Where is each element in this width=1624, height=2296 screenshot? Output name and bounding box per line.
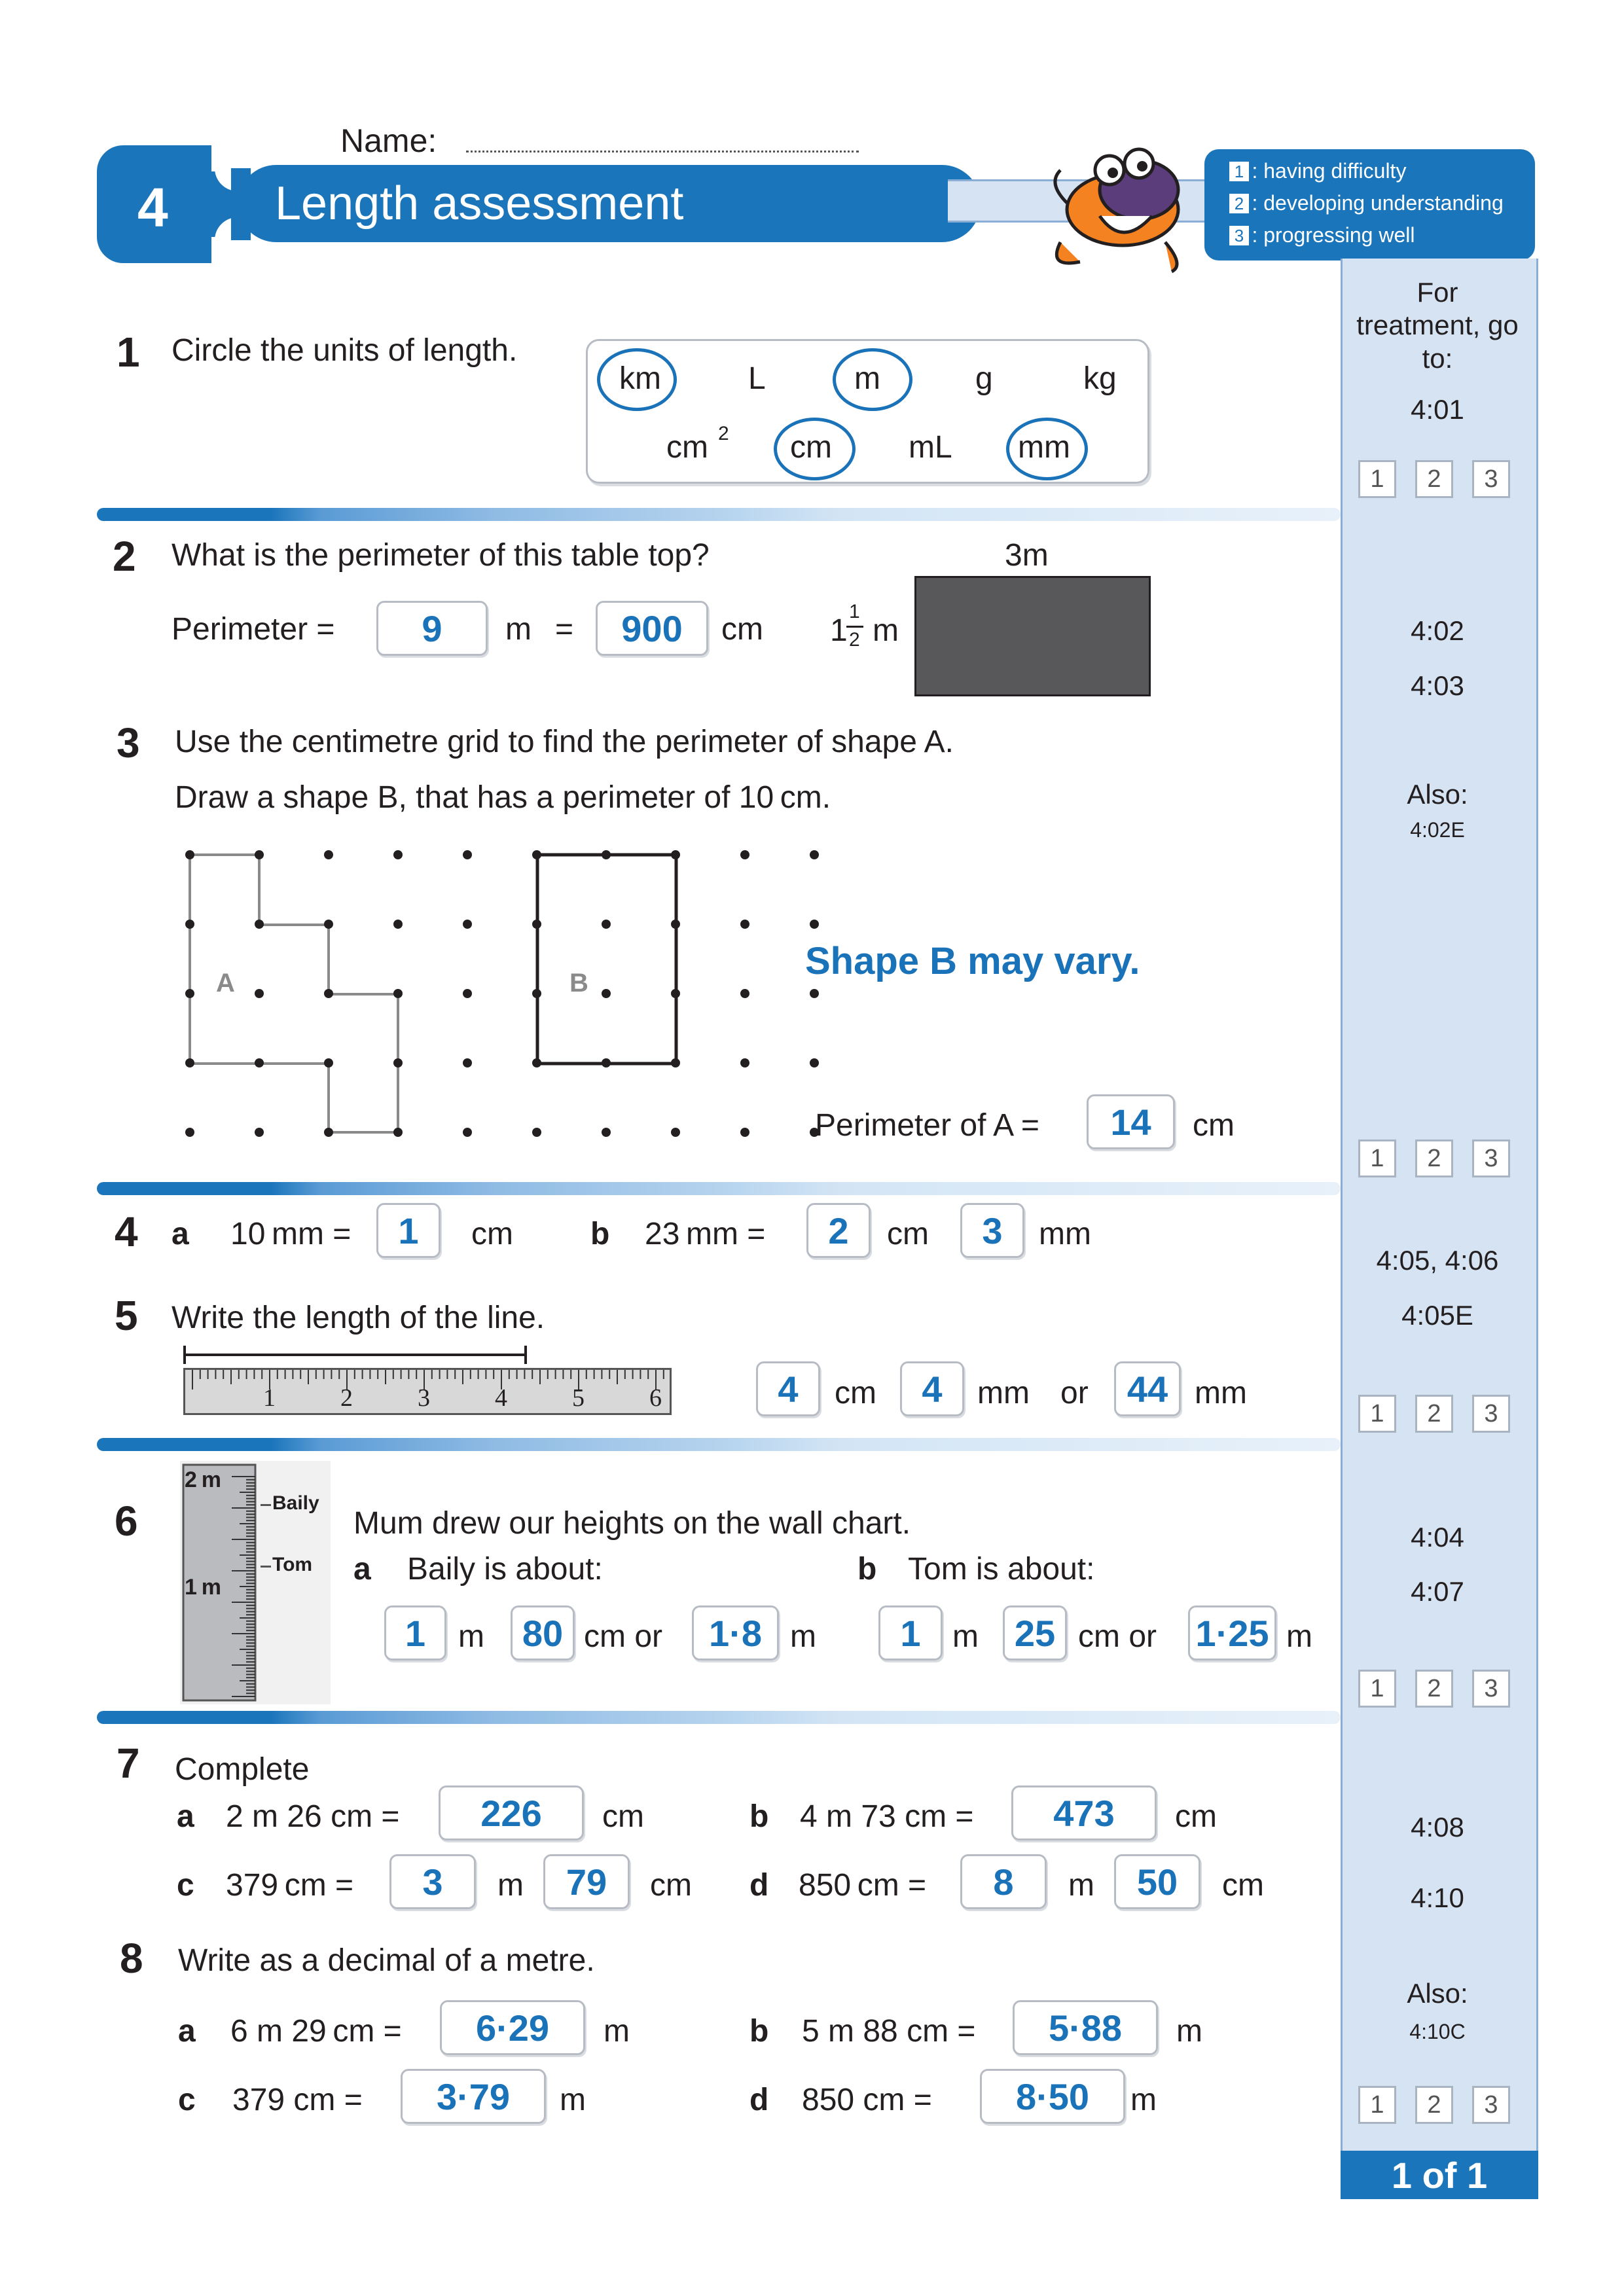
- answer-box[interactable]: 900: [596, 601, 708, 656]
- part-label: b: [590, 1217, 610, 1251]
- page-title: Length assessment: [275, 177, 684, 230]
- rating-2-box[interactable]: 2: [1415, 2086, 1453, 2124]
- unit-option[interactable]: km: [619, 361, 661, 396]
- unit-label: cm: [1222, 1868, 1264, 1903]
- question-text: 850 cm =: [802, 2083, 932, 2117]
- question-text: 379 cm =: [232, 2083, 363, 2117]
- question-number: 8: [120, 1935, 143, 1982]
- legend-row-1: 1 : having difficulty: [1229, 159, 1406, 183]
- unit-option[interactable]: cm: [666, 430, 708, 465]
- question-number: 7: [117, 1740, 140, 1787]
- grid-dot: [255, 850, 264, 859]
- answer-box[interactable]: 4: [900, 1361, 964, 1416]
- unit-option[interactable]: mL: [909, 430, 952, 465]
- question-number: 3: [117, 719, 140, 766]
- part-label: b: [857, 1552, 877, 1587]
- answer-box[interactable]: 473: [1011, 1785, 1157, 1840]
- unit-label: cm: [650, 1868, 692, 1903]
- grid-dot: [185, 1128, 194, 1137]
- grid-dot: [324, 1128, 333, 1137]
- unit-label: m: [790, 1619, 816, 1654]
- part-label: a: [171, 1217, 189, 1251]
- rating-2-box[interactable]: 2: [1415, 460, 1453, 498]
- rating-2-box[interactable]: 2: [1415, 1139, 1453, 1177]
- grid-dot: [671, 920, 680, 929]
- grid-dot: [602, 1058, 611, 1067]
- part-label: a: [178, 2014, 196, 2049]
- answer-circle: [833, 348, 912, 411]
- question-number: 6: [115, 1498, 138, 1545]
- grid-dot: [740, 920, 749, 929]
- unit-label: m: [952, 1619, 979, 1654]
- answer-box[interactable]: 8·50: [980, 2069, 1125, 2124]
- unit-label: cm: [471, 1217, 513, 1251]
- answer-box[interactable]: 6·29: [440, 2000, 585, 2055]
- grid-dot: [463, 850, 472, 859]
- ruler-label: 2: [340, 1384, 353, 1412]
- answer-box[interactable]: 3: [389, 1854, 476, 1909]
- rating-3-box[interactable]: 3: [1472, 1395, 1510, 1433]
- unit-number: 4: [137, 177, 168, 238]
- grid-dot: [255, 1058, 264, 1067]
- answer-box[interactable]: 1·25: [1188, 1605, 1276, 1660]
- question-text: Tom is about:: [908, 1552, 1095, 1587]
- legend-row-3: 3 : progressing well: [1229, 223, 1415, 247]
- measured-line: [183, 1354, 527, 1356]
- question-text: Baily is about:: [407, 1552, 603, 1587]
- question-text: 10 mm =: [230, 1217, 352, 1251]
- shape-b-outline: [537, 855, 676, 1064]
- rating-2-box[interactable]: 2: [1415, 1670, 1453, 1708]
- unit-label: cm or: [1078, 1619, 1157, 1654]
- answer-box[interactable]: 14: [1087, 1094, 1175, 1149]
- height-whole: 1: [830, 613, 848, 648]
- ruler-label: 6: [649, 1384, 662, 1412]
- tom-tag: Tom: [272, 1554, 313, 1575]
- question-text: Complete: [175, 1752, 310, 1787]
- part-label: b: [749, 1799, 769, 1834]
- perimeter-label: Perimeter =: [171, 612, 335, 647]
- sidebar-ref: 4:01: [1411, 394, 1464, 425]
- grid-dot: [671, 989, 680, 998]
- answer-box[interactable]: 9: [376, 601, 488, 656]
- width-label: 3m: [1005, 538, 1049, 573]
- answer-box[interactable]: 1: [376, 1203, 441, 1258]
- grid-dot: [602, 920, 611, 929]
- part-label: a: [177, 1799, 194, 1834]
- rating-3-box[interactable]: 3: [1472, 2086, 1510, 2124]
- grid-dot: [810, 920, 819, 929]
- grid-dot: [324, 989, 333, 998]
- unit-label: m: [560, 2083, 586, 2117]
- grid-dot: [602, 989, 611, 998]
- section-divider: [97, 1438, 1341, 1451]
- grid-dot: [532, 850, 541, 859]
- unit-option[interactable]: L: [748, 361, 766, 396]
- answer-circle: [597, 348, 677, 411]
- answer-box[interactable]: 2: [806, 1203, 871, 1258]
- answer-circle: [774, 418, 856, 480]
- answer-box[interactable]: 5·88: [1013, 2000, 1158, 2055]
- grid-dot: [255, 1128, 264, 1137]
- section-divider: [97, 1711, 1341, 1724]
- sidebar-ref: Also:: [1407, 779, 1468, 810]
- answer-box[interactable]: 1·8: [692, 1605, 779, 1660]
- rating-2-box[interactable]: 2: [1415, 1395, 1453, 1433]
- ruler-label: 4: [495, 1384, 507, 1412]
- answer-box[interactable]: 1: [384, 1605, 446, 1660]
- grid-dot: [393, 1058, 403, 1067]
- answer-box[interactable]: 80: [511, 1605, 575, 1660]
- question-text: Write as a decimal of a metre.: [178, 1943, 595, 1978]
- unit-label: mm: [1195, 1376, 1247, 1410]
- rating-3-box[interactable]: 3: [1472, 1670, 1510, 1708]
- question-text: 23 mm =: [645, 1217, 766, 1251]
- rating-1-box[interactable]: 1: [1358, 2086, 1396, 2124]
- dot-grid[interactable]: [164, 831, 766, 1145]
- grid-dot: [602, 850, 611, 859]
- answer-box[interactable]: 3: [960, 1203, 1024, 1258]
- unit-label: mm: [977, 1376, 1030, 1410]
- grid-dot: [393, 989, 403, 998]
- sidebar-ref: 4:04: [1411, 1522, 1464, 1552]
- unit-label: cm: [887, 1217, 929, 1251]
- height-numerator: 1: [849, 601, 860, 622]
- grid-dot: [532, 1128, 541, 1137]
- grid-dot: [602, 1128, 611, 1137]
- section-divider: [97, 508, 1341, 521]
- part-label: c: [178, 2083, 196, 2117]
- part-label: d: [749, 1868, 769, 1903]
- unit-label: cm: [1193, 1108, 1235, 1143]
- question-number: 4: [115, 1208, 138, 1255]
- part-label: b: [749, 2014, 769, 2049]
- grid-dot: [324, 850, 333, 859]
- unit-exponent: 2: [718, 423, 729, 444]
- rating-1-box[interactable]: 1: [1358, 1395, 1396, 1433]
- or-label: or: [1060, 1376, 1089, 1410]
- shape-a-label: A: [216, 969, 235, 997]
- unit-label: cm or: [584, 1619, 662, 1654]
- question-text: 2 m 26 cm =: [226, 1799, 400, 1834]
- unit-label: m: [1130, 2083, 1157, 2117]
- grid-dot: [740, 989, 749, 998]
- question-number: 2: [113, 533, 136, 580]
- unit-option[interactable]: mm: [1018, 430, 1070, 465]
- legend-row-2: 2 : developing understanding: [1229, 191, 1504, 215]
- grid-dot: [671, 850, 680, 859]
- grid-dot: [393, 850, 403, 859]
- sidebar-ref: 4:03: [1411, 670, 1464, 701]
- grid-dot: [532, 989, 541, 998]
- sidebar-ref: Also:: [1407, 1978, 1468, 2009]
- grid-dot: [532, 920, 541, 929]
- grid-dot: [810, 1058, 819, 1067]
- sidebar-ref: 4:05E: [1401, 1300, 1473, 1331]
- rating-1-box[interactable]: 1: [1358, 460, 1396, 498]
- shape-b-label: B: [569, 969, 588, 997]
- answer-circle: [1006, 418, 1088, 480]
- unit-label: cm: [602, 1799, 644, 1834]
- grid-dot: [671, 1058, 680, 1067]
- grid-dot: [185, 850, 194, 859]
- grid-dot: [393, 920, 403, 929]
- grid-dot: [463, 1128, 472, 1137]
- unit-label: m: [873, 613, 899, 648]
- sidebar-ref: 4:05, 4:06: [1376, 1245, 1499, 1276]
- rating-3-box[interactable]: 3: [1472, 460, 1510, 498]
- unit-label: m: [497, 1868, 524, 1903]
- unit-label: m: [1176, 2014, 1202, 2049]
- question-number: 5: [115, 1292, 138, 1339]
- rating-1-box[interactable]: 1: [1358, 1139, 1396, 1177]
- sidebar-ref: 4:08: [1411, 1812, 1464, 1842]
- question-text: Write the length of the line.: [171, 1300, 545, 1335]
- rating-1-box[interactable]: 1: [1358, 1670, 1396, 1708]
- grid-dot: [810, 989, 819, 998]
- tom-marker: [261, 1566, 271, 1568]
- answer-box[interactable]: 44: [1114, 1361, 1181, 1416]
- page-indicator: 1 of 1: [1341, 2151, 1538, 2199]
- sidebar-ref: 4:02E: [1410, 818, 1465, 842]
- answer-box[interactable]: 79: [543, 1854, 630, 1909]
- grid-dot: [185, 989, 194, 998]
- scale-label-mid: 1 m: [185, 1575, 221, 1600]
- unit-label: m: [505, 612, 532, 647]
- section-divider: [97, 1182, 1341, 1195]
- grid-dot: [532, 1058, 541, 1067]
- unit-label: cm: [835, 1376, 876, 1410]
- grid-dot: [671, 1128, 680, 1137]
- unit-label: mm: [1039, 1217, 1091, 1251]
- question-text: Use the centimetre grid to find the perimeter of shape A.: [175, 725, 954, 759]
- unit-option[interactable]: kg: [1083, 361, 1117, 396]
- question-text: 5 m 88 cm =: [802, 2014, 976, 2049]
- teacher-note: Shape B may vary.: [805, 940, 1140, 982]
- answer-box[interactable]: 25: [1003, 1605, 1067, 1660]
- question-text: Draw a shape B, that has a perimeter of 10 cm.: [175, 780, 831, 815]
- grid-dot: [463, 989, 472, 998]
- grid-dot: [185, 920, 194, 929]
- scale-label-top: 2 m: [185, 1467, 221, 1492]
- part-label: d: [749, 2083, 769, 2117]
- fraction-bar: [846, 626, 863, 628]
- table-top-rectangle: [914, 576, 1151, 696]
- question-text: 6 m 29 cm =: [230, 2014, 402, 2049]
- unit-label: cm: [1175, 1799, 1217, 1834]
- question-number: 1: [117, 329, 140, 376]
- grid-dot: [810, 850, 819, 859]
- grid-dot: [185, 1058, 194, 1067]
- part-label: c: [177, 1868, 194, 1903]
- line-end-cap: [183, 1346, 186, 1364]
- crab-mascot-icon: [1041, 144, 1191, 275]
- unit-option[interactable]: g: [975, 361, 993, 396]
- answer-box[interactable]: 226: [439, 1785, 584, 1840]
- ruler-label: 3: [418, 1384, 430, 1412]
- question-text: Mum drew our heights on the wall chart.: [353, 1506, 911, 1541]
- answer-box[interactable]: 4: [756, 1361, 820, 1416]
- question-text: 850 cm =: [799, 1868, 927, 1903]
- answer-box[interactable]: 8: [960, 1854, 1047, 1909]
- grid-dot: [393, 1128, 403, 1137]
- baily-marker: [261, 1504, 271, 1506]
- name-label: Name:: [340, 122, 437, 159]
- sidebar-ref: 4:02: [1411, 615, 1464, 646]
- part-label: a: [353, 1552, 371, 1587]
- grid-dot: [740, 1128, 749, 1137]
- unit-label: cm: [721, 612, 763, 647]
- grid-dot: [463, 1058, 472, 1067]
- grid-dot: [463, 920, 472, 929]
- question-text: 4 m 73 cm =: [800, 1799, 974, 1834]
- grid-dot: [324, 1058, 333, 1067]
- answer-box[interactable]: 3·79: [401, 2069, 546, 2124]
- sidebar-ref: 4:10: [1411, 1882, 1464, 1913]
- height-denominator: 2: [849, 629, 860, 651]
- perimeter-label: Perimeter of A =: [815, 1108, 1039, 1143]
- ruler-label: 1: [263, 1384, 276, 1412]
- grid-dot: [255, 920, 264, 929]
- equals-sign: =: [555, 612, 574, 647]
- unit-option[interactable]: cm: [790, 430, 832, 465]
- question-text: What is the perimeter of this table top?: [171, 538, 710, 573]
- unit-label: m: [1068, 1868, 1094, 1903]
- rating-3-box[interactable]: 3: [1472, 1139, 1510, 1177]
- unit-option[interactable]: m: [854, 361, 880, 396]
- grid-dot: [255, 989, 264, 998]
- answer-box[interactable]: 1: [878, 1605, 943, 1660]
- question-text: 379 cm =: [226, 1868, 354, 1903]
- grid-dot: [740, 1058, 749, 1067]
- unit-label: m: [604, 2014, 630, 2049]
- sidebar-heading: For treatment, go to:: [1356, 277, 1519, 374]
- sidebar-ref: 4:10C: [1409, 2020, 1466, 2043]
- question-text: Circle the units of length.: [171, 333, 518, 368]
- answer-box[interactable]: 50: [1114, 1854, 1200, 1909]
- baily-tag: Baily: [272, 1492, 319, 1514]
- grid-dot: [740, 850, 749, 859]
- line-end-cap: [524, 1346, 527, 1364]
- sidebar-ref: 4:07: [1411, 1576, 1464, 1607]
- unit-label: m: [1286, 1619, 1312, 1654]
- grid-dot: [324, 920, 333, 929]
- unit-label: m: [458, 1619, 484, 1654]
- ruler-label: 5: [572, 1384, 585, 1412]
